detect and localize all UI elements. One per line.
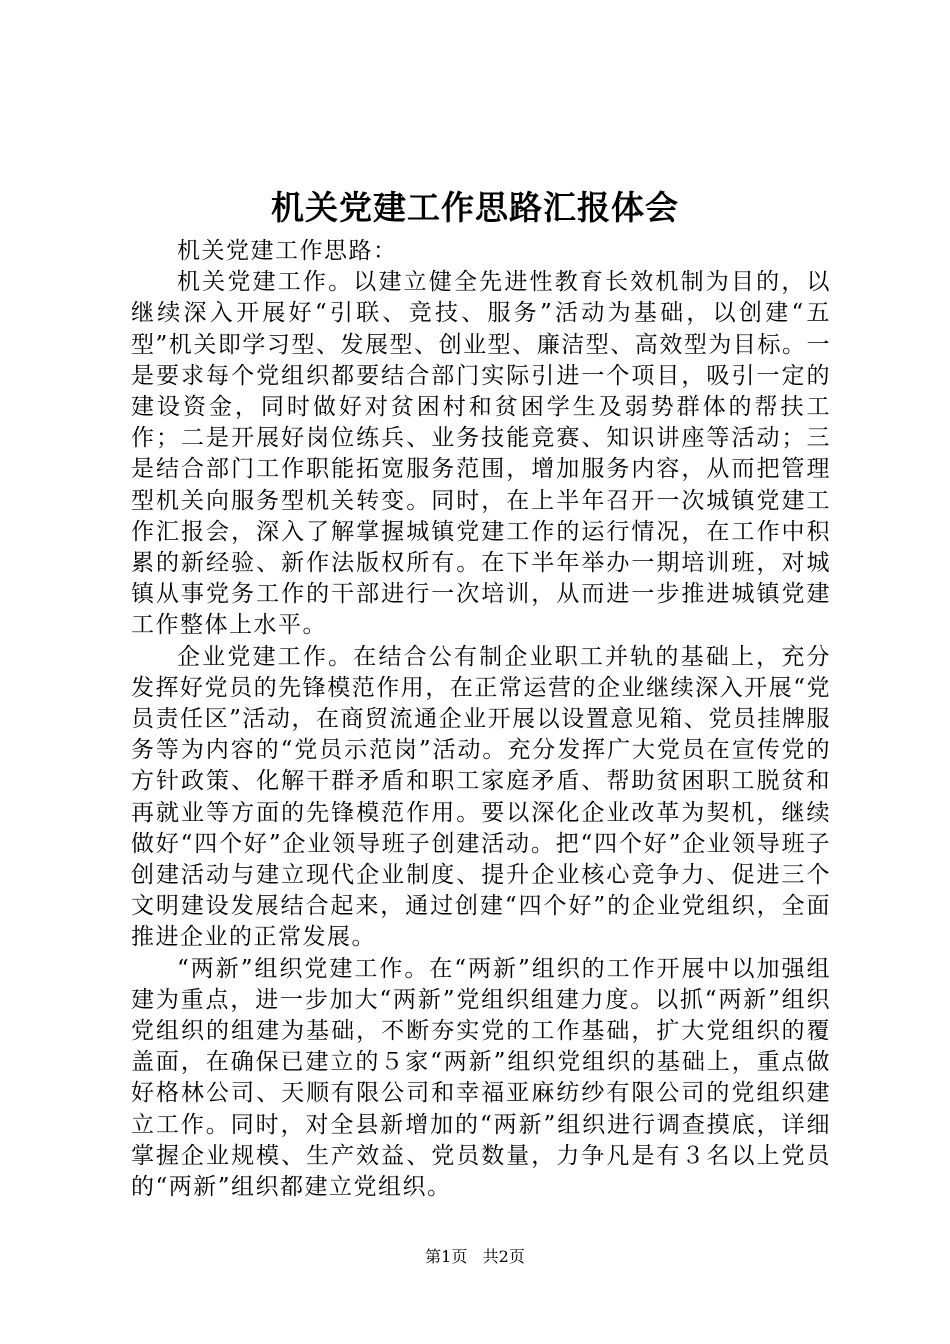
paragraph-two-new-organizations: “两新”组织党建工作。在“两新”组织的工作开展中以加强组建为重点，进一步加大“两新”党组织组建力度。以抓“两新”组织党组织的组建为基础，不断夯实党的工作基础，扩大党组织的覆盖面，在确保已建立的５家“两新”组织党组织的基础上，重点做好格林公司、天顺有限公司和幸福亚麻纺纱有限公司的党组织建立工作。同时，对全县新增加的“两新”组织进行调查摸底，详细掌握企业规模、生产效益、党员数量，力争凡是有３名以上党员的“两新”组织都建立党组织。 [131, 955, 831, 1201]
paragraph-enterprise-party-building: 企业党建工作。在结合公有制企业职工并轨的基础上，充分发挥好党员的先锋模范作用，在正常运营的企业继续深入开展“党员责任区”活动，在商贸流通企业开展以设置意见箱、党员挂牌服务等为内容的“党员示范岗”活动。充分发挥广大党员在宣传党的方针政策、化解干群矛盾和职工家庭矛盾、帮助贫困职工脱贫和再就业等方面的先锋模范作用。要以深化企业改革为契机，继续做好“四个好”企业领导班子创建活动。把“四个好”企业领导班子创建活动与建立现代企业制度、提升企业核心竞争力、促进三个文明建设发展结合起来，通过创建“四个好”的企业党组织，全面推进企业的正常发展。 [131, 643, 831, 951]
page-number: 第1页 [425, 1247, 468, 1266]
page-footer [0, 1246, 950, 1268]
paragraph-organ-party-building: 机关党建工作。以建立健全先进性教育长效机制为目的，以继续深入开展好“引联、竞技、服务”活动为基础，以创建“五型”机关即学习型、发展型、创业型、廉洁型、高效型为目标。一是要求每个党组织都要结合部门实际引进一个项目，吸引一定的建设资金，同时做好对贫困村和贫困学生及弱势群体的帮扶工作；二是开展好岗位练兵、业务技能竞赛、知识讲座等活动；三是结合部门工作职能拓宽服务范围，增加服务内容，从而把管理型机关向服务型机关转变。同时，在上半年召开一次城镇党建工作汇报会，深入了解掌握城镇党建工作的运行情况，在工作中积累的新经验、新作法版权所有。在下半年举办一期培训班，对城镇从事党务工作的干部进行一次培训，从而进一步推进城镇党建工作整体上水平。 [131, 269, 831, 639]
document-body [131, 236, 831, 1203]
page-total: 共2页 [482, 1247, 525, 1266]
page-separator [472, 1247, 477, 1266]
paragraph-heading: 机关党建工作思路： [177, 238, 398, 264]
document-title: 机关党建工作思路汇报体会 [271, 188, 679, 227]
